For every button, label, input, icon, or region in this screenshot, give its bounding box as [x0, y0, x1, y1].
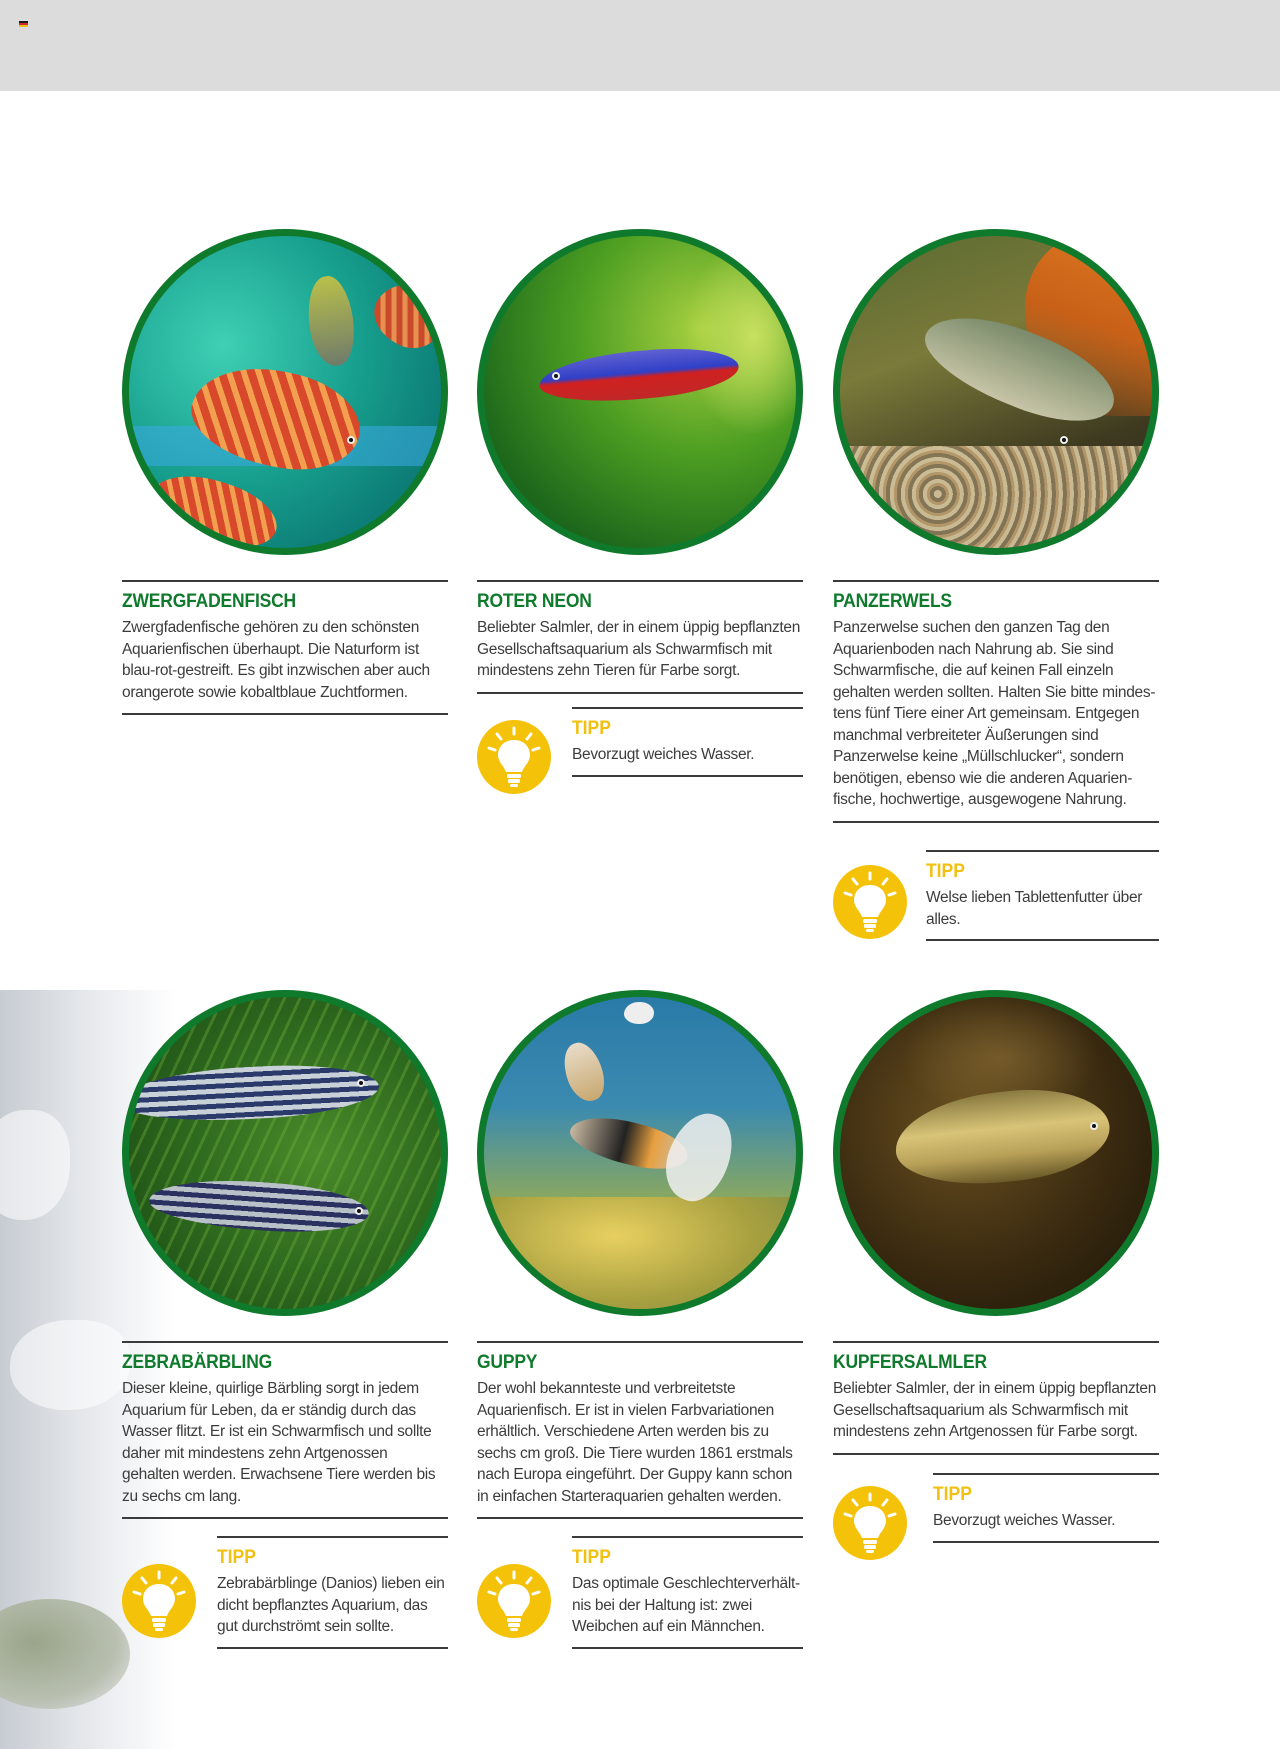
- fish-info-box: [477, 580, 803, 694]
- fish-title: PANZERWELS: [833, 591, 952, 612]
- tip-box: [572, 707, 803, 777]
- zebra-danio-photo: [122, 990, 448, 1316]
- fish-info-box: [833, 1341, 1159, 1455]
- tip-box: [926, 850, 1159, 941]
- tip-text: Das optimale Geschlechterverhält-nis bei der Haltung ist: zwei Weibchen auf ein Männchen.: [572, 1575, 800, 1635]
- tip-box: [572, 1536, 803, 1649]
- fish-description: Beliebter Salmler, der in einem üppig bepflanzten Gesellschaftsaquarium als Schwarmfisch mit mindestens zehn Tieren für Farbe sorgt.: [477, 619, 801, 679]
- fish-title: ZWERGFADENFISCH: [122, 591, 296, 612]
- fish-info-box: [833, 580, 1159, 823]
- lightbulb-icon: [833, 865, 907, 939]
- fish-title: ZEBRABÄRBLING: [122, 1352, 273, 1373]
- tip-title: TIPP: [926, 861, 965, 882]
- tip-text: Bevorzugt weiches Wasser.: [572, 746, 755, 763]
- tip-title: TIPP: [572, 1547, 611, 1568]
- fish-description: Beliebter Salmler, der in einem üppig bepflanzten Gesellschaftsaquarium als Schwarmfisch mit mindestens zehn Artgenossen für Farbe sorgt.: [833, 1380, 1157, 1440]
- tip-title: TIPP: [933, 1484, 972, 1505]
- fish-description: Dieser kleine, quirlige Bärbling sorgt in jedem Aquarium für Leben, da er ständig durch das Wasser flitzt. Er ist ein Schwarmfisch und sollte daher mit mindestens zehn Artgenossen gehalten werden. Erwachsene Tiere werden bis zu sechs cm lang.: [122, 1380, 436, 1505]
- flag-icon[interactable]: [19, 21, 28, 27]
- copper-tetra-photo: [833, 990, 1159, 1316]
- fish-info-box: [122, 580, 448, 715]
- tip-box: [933, 1473, 1159, 1543]
- cardinal-tetra-photo: [477, 229, 803, 555]
- fish-description: Zwergfadenfische gehören zu den schönsten Aquarienfischen überhaupt. Die Naturform ist blau-rot-gestreift. Es gibt inzwischen aber auch orangerote sowie kobaltblaue Zuchtformen.: [122, 619, 430, 701]
- lightbulb-icon: [477, 1564, 551, 1638]
- fish-description: Panzerwelse suchen den ganzen Tag den Aquarienboden nach Nahrung ab. Sie sind Schwarmfische, die auf keinen Fall einzeln gehalten werden sollten. Halten Sie bitte mindes-tens fünf Tiere einer Art gemeinsam. Entgegen manchmal verbreiteter Äußerungen sind Panzerwelse keine „Müllschlucker“, sondern benötigen, ebenso wie die anderen Aquarien-fische, hochwertige, ausgewogene Nahrung.: [833, 619, 1156, 808]
- fish-info-box: [122, 1341, 448, 1519]
- tip-text: Zebrabärblinge (Danios) lieben ein dicht bepflanztes Aquarium, das gut durchströmt sein sollte.: [217, 1575, 445, 1635]
- tip-text: Welse lieben Tablettenfutter über alles.: [926, 889, 1143, 928]
- corydoras-photo: [833, 229, 1159, 555]
- lightbulb-icon: [833, 1486, 907, 1560]
- tip-title: TIPP: [572, 718, 611, 739]
- lightbulb-icon: [122, 1564, 196, 1638]
- top-bar: [0, 0, 1280, 91]
- tip-box: [217, 1536, 448, 1649]
- tip-text: Bevorzugt weiches Wasser.: [933, 1512, 1116, 1529]
- guppy-photo: [477, 990, 803, 1316]
- fish-description: Der wohl bekannteste und verbreitetste Aquarienfisch. Er ist in vielen Farbvariationen erhältlich. Verschiedene Arten werden bis zu sechs cm groß. Die Tiere wurden 1861 erstmals nach Europa eingeführt. Der Guppy kann schon in einfachen Starteraquarien gehalten werden.: [477, 1380, 793, 1505]
- fish-title: ROTER NEON: [477, 591, 592, 612]
- tip-title: TIPP: [217, 1547, 256, 1568]
- fish-title: GUPPY: [477, 1352, 538, 1373]
- fish-info-box: [477, 1341, 803, 1519]
- lightbulb-icon: [477, 720, 551, 794]
- fish-title: KUPFERSALMLER: [833, 1352, 987, 1373]
- dwarf-gourami-photo: [122, 229, 448, 555]
